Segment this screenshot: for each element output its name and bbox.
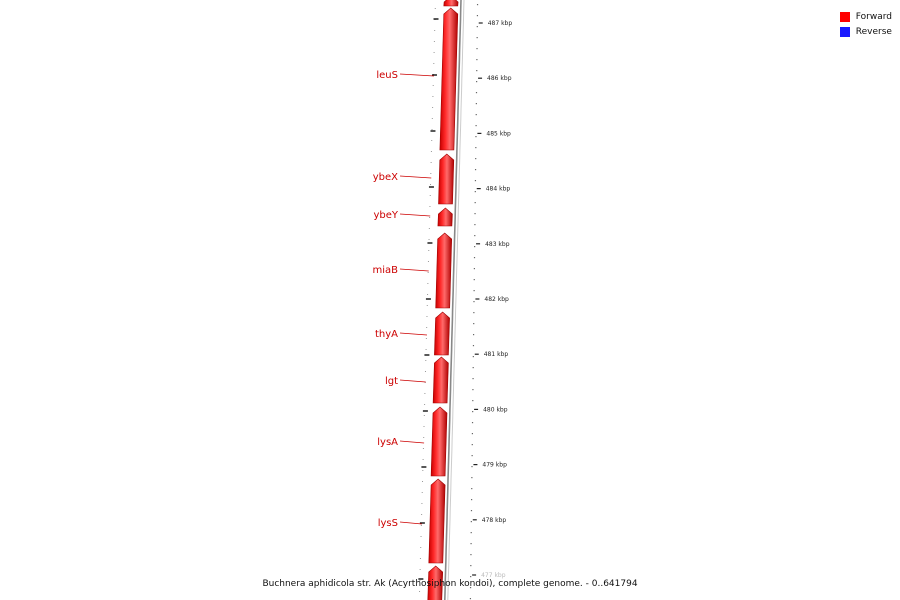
- track-minor-tick: [421, 536, 422, 537]
- track-minor-tick: [430, 173, 431, 174]
- ruler-minor-tick: [472, 455, 473, 456]
- ruler-minor-tick: [473, 345, 474, 346]
- reverse-swatch: [840, 27, 850, 37]
- track-minor-tick: [429, 239, 430, 240]
- track-minor-tick: [432, 96, 433, 97]
- ruler-minor-tick: [474, 268, 475, 269]
- gene-label-thyA: thyA: [374, 329, 398, 340]
- genome-caption: Buchnera aphidicola str. Ak (Acyrthosiphon kondoi), complete genome. - 0..641794: [262, 579, 638, 589]
- ruler-minor-tick: [476, 59, 477, 60]
- track-minor-tick: [423, 426, 424, 427]
- gene-label-lysS: lysS: [377, 518, 398, 529]
- ruler-minor-tick: [472, 378, 473, 379]
- ruler-minor-tick: [473, 356, 474, 357]
- track-minor-tick: [422, 492, 423, 493]
- track-minor-tick: [429, 206, 430, 207]
- ruler-minor-tick: [474, 235, 475, 236]
- ruler-minor-tick: [473, 323, 474, 324]
- ruler-tick-label: 483 kbp: [485, 240, 510, 248]
- gene-arrow[interactable]: [436, 233, 452, 308]
- gene-leader-line: [400, 333, 427, 335]
- ruler-minor-tick: [470, 598, 471, 599]
- ruler-minor-tick: [476, 92, 477, 93]
- ruler-minor-tick: [470, 554, 471, 555]
- ruler-minor-tick: [471, 510, 472, 511]
- track-minor-tick: [426, 327, 427, 328]
- track-minor-tick: [433, 63, 434, 64]
- ruler-minor-tick: [474, 224, 475, 225]
- track-minor-tick: [428, 261, 429, 262]
- ruler-minor-tick: [471, 499, 472, 500]
- track-minor-tick: [429, 217, 430, 218]
- ruler-tick-label: 484 kbp: [485, 185, 511, 193]
- track-minor-tick: [431, 151, 432, 152]
- track-minor-tick: [425, 360, 426, 361]
- legend-forward-label: Forward: [855, 11, 892, 22]
- gene-leader-line: [400, 441, 424, 443]
- ruler-minor-tick: [475, 202, 476, 203]
- gene-arrow[interactable]: [439, 154, 454, 204]
- track-minor-tick: [424, 393, 425, 394]
- ruler-minor-tick: [477, 37, 478, 38]
- track-minor-tick: [432, 129, 433, 130]
- ruler-minor-tick: [474, 279, 475, 280]
- ruler-minor-tick: [477, 26, 478, 27]
- gene-label-leuS: leuS: [376, 70, 398, 81]
- ruler-minor-tick: [475, 147, 476, 148]
- ruler-minor-tick: [471, 466, 472, 467]
- track-minor-tick: [429, 228, 430, 229]
- track-minor-tick: [424, 415, 425, 416]
- forward-swatch: [840, 12, 850, 22]
- gene-leader-line: [400, 176, 431, 178]
- track-minor-tick: [432, 107, 433, 108]
- gene-label-lgt: lgt: [384, 376, 398, 387]
- ruler-minor-tick: [472, 400, 473, 401]
- ruler-minor-tick: [472, 422, 473, 423]
- ruler-minor-tick: [475, 180, 476, 181]
- legend-reverse: [840, 24, 892, 39]
- track-minor-tick: [424, 404, 425, 405]
- ruler-tick-label: 486 kbp: [487, 75, 512, 83]
- ruler-minor-tick: [471, 477, 472, 478]
- ruler-minor-tick: [476, 103, 477, 104]
- ruler-minor-tick: [472, 444, 473, 445]
- ruler-minor-tick: [476, 70, 477, 71]
- gene-leader-line: [400, 380, 426, 382]
- ruler-tick-label: 481 kbp: [483, 351, 509, 359]
- gene-label-ybeY: ybeY: [373, 210, 398, 221]
- ruler-minor-tick: [470, 543, 471, 544]
- ruler-minor-tick: [475, 158, 476, 159]
- legend: [840, 9, 892, 39]
- ruler-minor-tick: [473, 334, 474, 335]
- ruler-minor-tick: [475, 136, 476, 137]
- ruler-tick-label: 477 kbp: [481, 572, 506, 579]
- ruler-minor-tick: [471, 488, 472, 489]
- ruler-minor-tick: [472, 389, 473, 390]
- ruler-minor-tick: [476, 81, 477, 82]
- ruler-minor-tick: [470, 565, 471, 566]
- ruler-minor-tick: [474, 213, 475, 214]
- track-minor-tick: [427, 283, 428, 284]
- ruler-minor-tick: [474, 290, 475, 291]
- ruler-minor-tick: [473, 367, 474, 368]
- track-minor-tick: [421, 525, 422, 526]
- track-minor-tick: [421, 514, 422, 515]
- gene-leader-line: [400, 74, 434, 76]
- track-minor-tick: [420, 558, 421, 559]
- ruler-minor-tick: [472, 411, 473, 412]
- track-minor-tick: [432, 118, 433, 119]
- track-minor-tick: [423, 459, 424, 460]
- track-minor-tick: [420, 547, 421, 548]
- gene-leader-line: [400, 522, 422, 524]
- track-minor-tick: [423, 437, 424, 438]
- gene-leader-line: [400, 214, 430, 216]
- gene-leader-line: [400, 269, 429, 271]
- track-minor-tick: [434, 41, 435, 42]
- gene-arrow[interactable]: [434, 312, 449, 355]
- gene-arrow[interactable]: [438, 208, 453, 226]
- track-minor-tick: [434, 30, 435, 31]
- track-minor-tick: [430, 184, 431, 185]
- track-minor-tick: [428, 250, 429, 251]
- track-minor-tick: [421, 503, 422, 504]
- track-minor-tick: [433, 85, 434, 86]
- ruler-tick-label: 479 kbp: [482, 461, 507, 469]
- legend-forward: [840, 9, 892, 24]
- ruler-tick-label: 478 kbp: [481, 516, 507, 524]
- ruler-minor-tick: [476, 114, 477, 115]
- track-minor-tick: [435, 8, 436, 9]
- ruler-minor-tick: [475, 169, 476, 170]
- gene-label-ybeX: ybeX: [372, 172, 398, 183]
- track-minor-tick: [425, 371, 426, 372]
- ruler-minor-tick: [477, 15, 478, 16]
- legend-reverse-label: Reverse: [855, 26, 892, 37]
- gene-arrow[interactable]: [431, 407, 447, 476]
- gene-label-miaB: miaB: [372, 265, 398, 276]
- ruler-minor-tick: [474, 246, 475, 247]
- ruler-tick-label: 482 kbp: [484, 296, 509, 303]
- track-minor-tick: [431, 162, 432, 163]
- ruler-minor-tick: [471, 532, 472, 533]
- track-minor-tick: [423, 448, 424, 449]
- gene-arrow[interactable]: [440, 8, 458, 150]
- track-minor-tick: [427, 294, 428, 295]
- ruler-minor-tick: [476, 48, 477, 49]
- ruler-minor-tick: [475, 191, 476, 192]
- track-minor-tick: [426, 316, 427, 317]
- ruler-minor-tick: [474, 257, 475, 258]
- ruler-minor-tick: [473, 301, 474, 302]
- track-minor-tick: [420, 569, 421, 570]
- track-minor-tick: [428, 272, 429, 273]
- gene-label-lysA: lysA: [377, 437, 398, 448]
- track-minor-tick: [426, 338, 427, 339]
- ruler-tick-label: 487 kbp: [487, 20, 513, 27]
- ruler-minor-tick: [470, 576, 471, 577]
- ruler-minor-tick: [476, 125, 477, 126]
- gene-labels: [372, 70, 434, 529]
- ruler-minor-tick: [472, 433, 473, 434]
- gene-arrow[interactable]: [429, 479, 445, 563]
- track-minor-tick: [422, 470, 423, 471]
- track-minor-tick: [431, 140, 432, 141]
- track-minor-tick: [434, 52, 435, 53]
- gene-arrow[interactable]: [444, 0, 458, 6]
- track-minor-tick: [422, 481, 423, 482]
- ruler-minor-tick: [471, 521, 472, 522]
- track-minor-tick: [419, 591, 420, 592]
- track-minor-tick: [427, 305, 428, 306]
- ruler-minor-tick: [473, 312, 474, 313]
- track-minor-tick: [426, 349, 427, 350]
- gene-arrow[interactable]: [433, 357, 448, 403]
- track-minor-tick: [430, 195, 431, 196]
- ruler-tick-label: 480 kbp: [483, 406, 508, 414]
- ruler-minor-tick: [477, 4, 478, 5]
- ruler-tick-label: 485 kbp: [486, 130, 511, 138]
